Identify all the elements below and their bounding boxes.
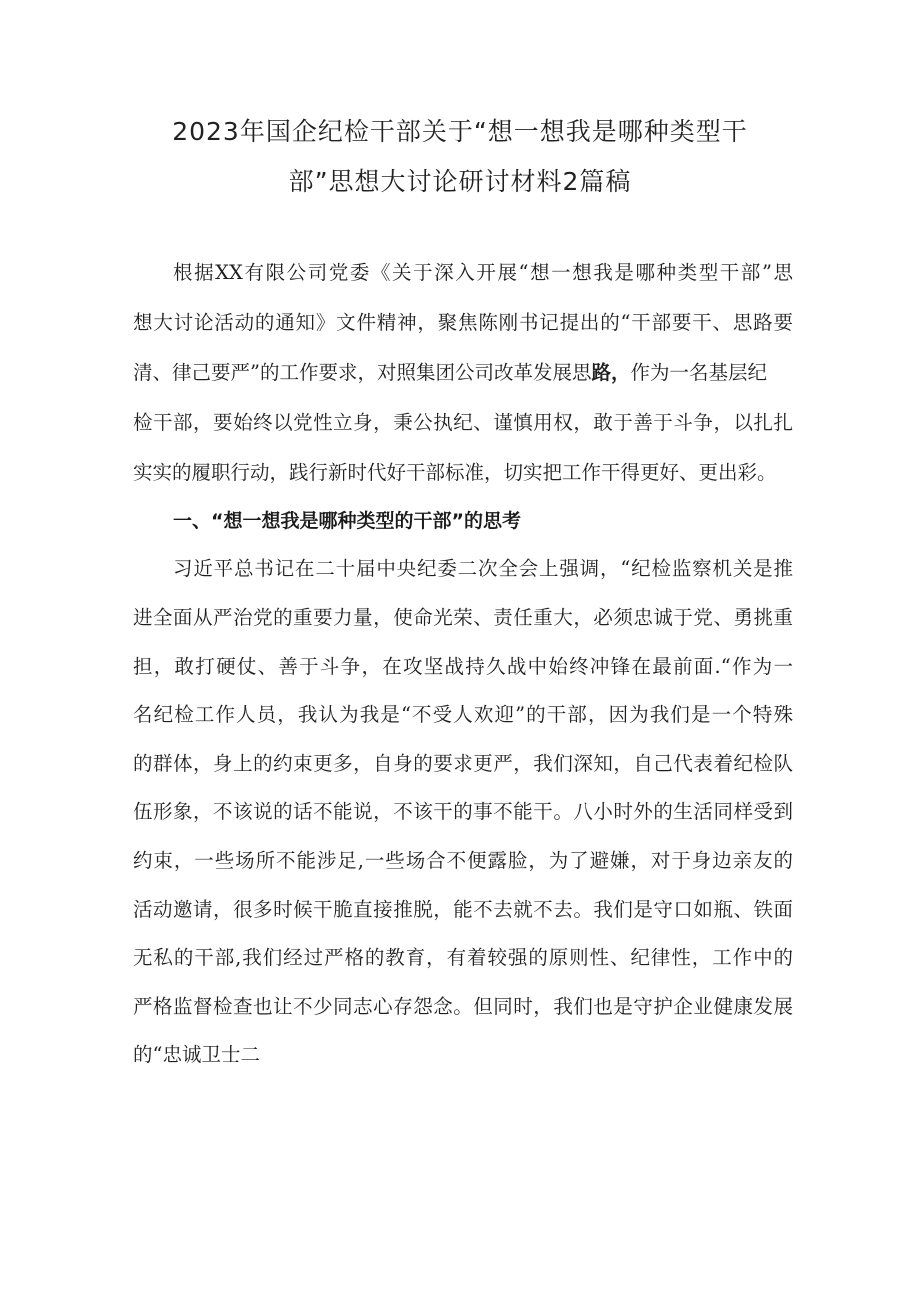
paragraph-2-line-5: 的群体，身上的约束更多，自身的要求更严，我们深知，自己代表着纪检队	[133, 752, 793, 775]
paragraph-2-line-7: 约束，一些场所不能涉足,一些场合不便露脸，为了避嫌，对于身边亲友的	[133, 849, 793, 872]
paragraph-2-line-1: 习近平总书记在二十届中央纪委二次全会上强调，“纪检监察机关是推	[173, 557, 793, 580]
paragraph-2-line-2: 进全面从严治党的重要力量，使命光荣、责任重大，必须忠诚于党、勇挑重	[133, 606, 793, 629]
paragraph-2-line-9: 无私的干部,我们经过严格的教育，有着较强的原则性、纪律性，工作中的	[133, 946, 793, 969]
paragraph-2-line-3: 担，敢打硬仗、善于斗争，在攻坚战持久战中始终冲锋在最前面.“作为一	[133, 655, 793, 678]
paragraph-1-line-2: 想大讨论活动的通知》文件精神，聚焦陈刚书记提出的“干部要干、思路要	[133, 311, 793, 334]
paragraph-2-line-8: 活动邀请，很多时候干脆直接推脱，能不去就不去。我们是守口如瓶、铁面	[133, 898, 793, 921]
paragraph-2-line-10: 严格监督检查也让不少同志心存怨念。但同时，我们也是守护企业健康发展	[133, 995, 793, 1018]
paragraph-2-line-4: 名纪检工作人员，我认为我是“不受人欢迎”的干部，因为我们是一个特殊	[133, 703, 793, 726]
paragraph-2-line-6: 伍形象，不该说的话不能说，不该干的事不能干。八小时外的生活同样受到	[133, 800, 793, 823]
document-title-line-2: 部”思想大讨论研讨材料2篇稿	[288, 167, 632, 196]
paragraph-1-line-5: 实实的履职行动，践行新时代好干部标准，切实把工作干得更好、更出彩。	[133, 461, 777, 484]
document-title-line-1: 2023年国企纪检干部关于“想一想我是哪种类型干	[172, 117, 748, 146]
paragraph-2-line-11: 的“忠诚卫士二	[133, 1043, 260, 1066]
paragraph-1-line-3-tail: 作为一名基层纪	[630, 361, 768, 384]
paragraph-1-line-1: 根据XX有限公司党委《关于深入开展“想一想我是哪种类型干部”思	[173, 261, 793, 284]
paragraph-1-line-3	[133, 358, 793, 388]
bold-word: 路，	[591, 361, 631, 384]
paragraph-1-line-4: 检干部，要始终以党性立身，秉公执纪、谨慎用权，敢于善于斗争，以扎扎	[133, 411, 793, 434]
paragraph-1-line-3-text: 清、律己要严”的工作要求，对照集团公司改革发展思	[133, 361, 592, 384]
section-heading-1: 一、“想一想我是哪种类型的干部”的思考	[173, 510, 521, 532]
